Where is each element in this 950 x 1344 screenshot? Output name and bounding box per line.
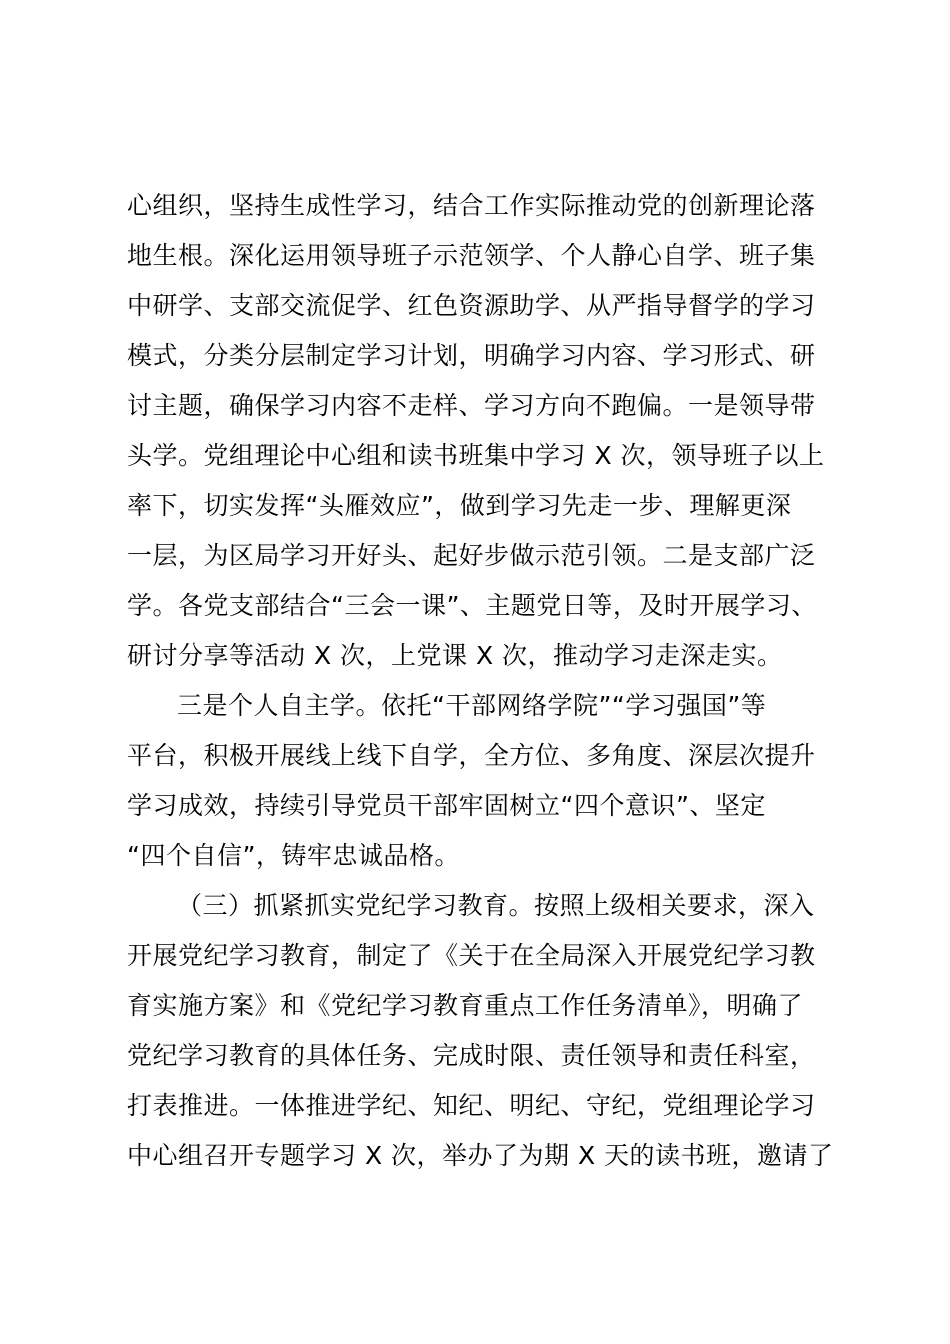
text-line-14: “四个自信”，铸牢忠诚品格。 — [127, 841, 460, 870]
text-line-6: 头学。党组理论中心组和读书班集中学习 X 次，领导班子以上 — [127, 441, 825, 470]
text-line-18: 党纪学习教育的具体任务、完成时限、责任领导和责任科室， — [127, 1041, 816, 1070]
text-line-11: 三是个人自主学。依托“干部网络学院”“学习强国”等 — [177, 691, 767, 720]
text-line-4: 模式，分类分层制定学习计划，明确学习内容、学习形式、研 — [127, 341, 816, 370]
text-line-2: 地生根。深化运用领导班子示范领学、个人静心自学、班子集 — [127, 241, 816, 270]
text-line-9: 学。各党支部结合“三会一课”、主题党日等，及时开展学习、 — [127, 591, 817, 620]
text-line-1: 心组织，坚持生成性学习，结合工作实际推动党的创新理论落 — [127, 191, 816, 220]
text-line-10: 研讨分享等活动 X 次，上党课 X 次，推动学习走深走实。 — [127, 641, 783, 670]
text-line-7: 率下，切实发挥“头雁效应”，做到学习先走一步、理解更深 — [127, 491, 792, 520]
text-line-8: 一层，为区局学习开好头、起好步做示范引领。二是支部广泛 — [127, 541, 816, 570]
text-line-16: 开展党纪学习教育，制定了《关于在全局深入开展党纪学习教 — [127, 941, 816, 970]
text-line-20: 中心组召开专题学习 X 次，举办了为期 X 天的读书班，邀请了 — [127, 1141, 834, 1170]
text-line-12: 平台，积极开展线上线下自学，全方位、多角度、深层次提升 — [127, 741, 816, 770]
text-line-19: 打表推进。一体推进学纪、知纪、明纪、守纪，党组理论学习 — [127, 1091, 816, 1120]
text-line-3: 中研学、支部交流促学、红色资源助学、从严指导督学的学习 — [127, 291, 816, 320]
text-line-5: 讨主题，确保学习内容不走样、学习方向不跑偏。一是领导带 — [127, 391, 816, 420]
text-line-13: 学习成效，持续引导党员干部牢固树立“四个意识”、坚定 — [127, 791, 766, 820]
section-heading-line: （三）抓紧抓实党纪学习教育。按照上级相关要求，深入 — [177, 891, 815, 920]
text-line-17: 育实施方案》和《党纪学习教育重点工作任务清单》，明确了 — [127, 991, 804, 1020]
